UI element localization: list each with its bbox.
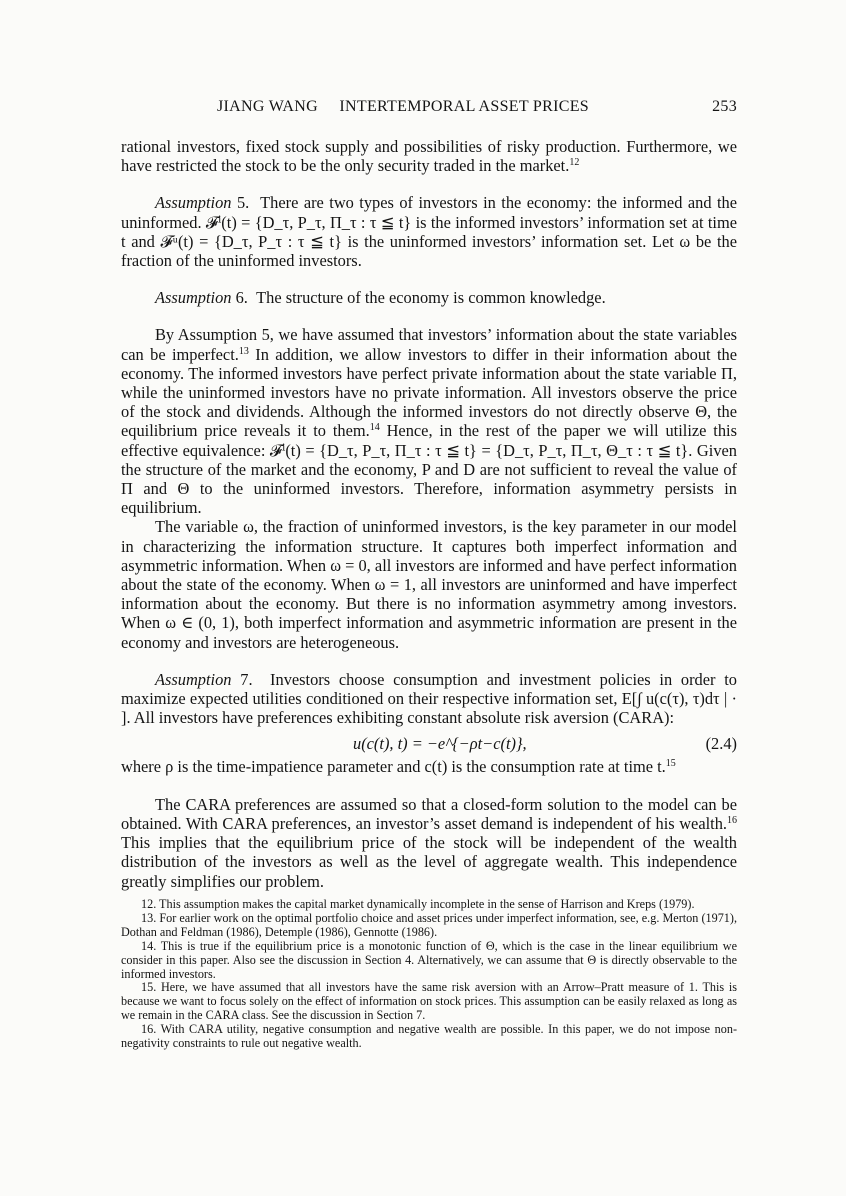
assumption-label: Assumption (155, 288, 232, 308)
equation-2-4 (121, 731, 737, 757)
assumption-number: 6. (235, 288, 248, 308)
assumption-number: 5. (236, 193, 250, 213)
footnote-ref: 14 (369, 422, 380, 434)
paragraph-text: By Assumption 5, we have assumed that investors’ information about the state variables can be imperfect. (121, 325, 737, 364)
assumption-5 (121, 193, 737, 270)
footnote-ref: 12 (569, 157, 580, 169)
paragraph-text: where ρ is the time-impatience parameter and c(t) is the consumption rate at time t. (121, 757, 666, 777)
footnote-13: 13. For earlier work on the optimal portfolio choice and asset prices under imperfect information, see, e.g. Merton (1971), Dothan and Feldman (1986), Detemple (1986), Gennotte (1986). (121, 910, 737, 939)
footnote-14: 14. This is true if the equilibrium price is a monotonic function of Θ, which is the case in the linear equilibrium we consider in this paper. Also see the discussion in Section 4. Alternatively, we can assume that Θ is directly observable to the informed investors. (121, 938, 737, 981)
assumption-label: Assumption (155, 193, 232, 213)
footnote-16: 16. With CARA utility, negative consumption and negative wealth are possible. In this paper, we do not impose non-negativity constraints to rule out negative wealth. (121, 1022, 737, 1051)
paragraph-information (121, 325, 737, 517)
assumption-label: Assumption (155, 669, 232, 689)
body-text (121, 137, 737, 891)
assumption-7 (121, 670, 737, 728)
assumption-text: There are two types of investors in the economy: the informed and the uninformed. 𝓕ⁱ(t) = {D_τ, P_τ, Π_τ : τ ≦ t} is the informed investors’ information set at time t and 𝓕ᵘ(t) = {D_τ, P_τ : τ ≦ t} is the uninformed investors’ information set. Let ω be the fraction of the uninformed investors. (121, 193, 737, 271)
paragraph-text: rational investors, fixed stock supply and possibilities of risky production. Furthermore, we have restricted the stock to be the only security traded in the market. (121, 137, 737, 176)
header-title: INTERTEMPORAL ASSET PRICES (339, 98, 589, 115)
header-text (217, 98, 589, 116)
paragraph-text: This implies that the equilibrium price of the stock will be independent of the wealth distribution of the investors as well as the level of aggregate wealth. This independence greatly simplifies our problem. (121, 833, 737, 891)
paragraph-where (121, 757, 737, 776)
footnote-12: 12. This assumption makes the capital market dynamically incomplete in the sense of Harrison and Kreps (1979). (141, 897, 695, 911)
running-header (121, 98, 737, 120)
page-number: 253 (712, 98, 737, 115)
assumption-text: The structure of the economy is common knowledge. (256, 288, 606, 308)
paragraph-text: In addition, we allow investors to differ in their information about the economy. The informed investors have perfect private information about the state variable Π, while the uninformed investors have no private information. All investors observe the price of the stock and dividends. Although the informed investors do not directly observe Θ, the equilibrium price reveals it to them. (121, 344, 737, 441)
equation-number: (2.4) (705, 734, 737, 754)
footnote-ref: 13 (238, 345, 249, 357)
paragraph-text: The CARA preferences are assumed so that a closed-form solution to the model can be obtained. With CARA preferences, an investor’s asset demand is independent of his wealth. (121, 794, 737, 833)
assumption-number: 7. (240, 669, 253, 689)
paragraph-text: Hence, in the rest of the paper we will utilize this effective equivalence: 𝓕ⁱ(t) = {D_τ, P_τ, Π_τ : τ ≦ t} = {D_τ, P_τ, Π_τ, Θ_τ : τ ≦ t}. Given the structure of the market and the economy, P and D are not sufficient to reveal the value of Π and Θ to the uninformed investors. Therefore, information asymmetry persists in equilibrium. (121, 421, 737, 518)
assumption-6 (121, 288, 737, 307)
footnote-ref: 16 (727, 814, 737, 826)
paragraph-continued (121, 137, 737, 175)
footnotes (121, 898, 737, 1051)
equation-formula: u(c(t), t) = −e^{−ρt−c(t)}, (353, 734, 527, 754)
paragraph-omega: The variable ω, the fraction of uninformed investors, is the key parameter in our model in characterizing the information structure. It captures both imperfect information and asymmetric information. When ω = 0, all investors are informed and have perfect information about the state of the economy. When ω = 1, all investors are uninformed and have imperfect information about the economy. But there is no information asymmetry among investors. When ω ∈ (0, 1), both imperfect information and asymmetric information are present in the economy and investors are heterogeneous. (121, 517, 737, 652)
header-author: JIANG WANG (217, 98, 318, 115)
footnote-15: 15. Here, we have assumed that all investors have the same risk aversion with an Arrow–Pratt measure of 1. This is because we want to focus solely on the effect of information on stock prices. This assumption can be easily relaxed as long as we remain in the CARA class. See the discussion in Section 7. (121, 980, 737, 1023)
assumption-text: Investors choose consumption and investment policies in order to maximize expected utilities conditioned on their respective information set, E[∫ u(c(τ), τ)dτ | · ]. All investors have preferences exhibiting constant absolute risk aversion (CARA): (121, 669, 737, 728)
footnote-ref: 15 (665, 758, 676, 770)
paragraph-cara (121, 795, 737, 891)
